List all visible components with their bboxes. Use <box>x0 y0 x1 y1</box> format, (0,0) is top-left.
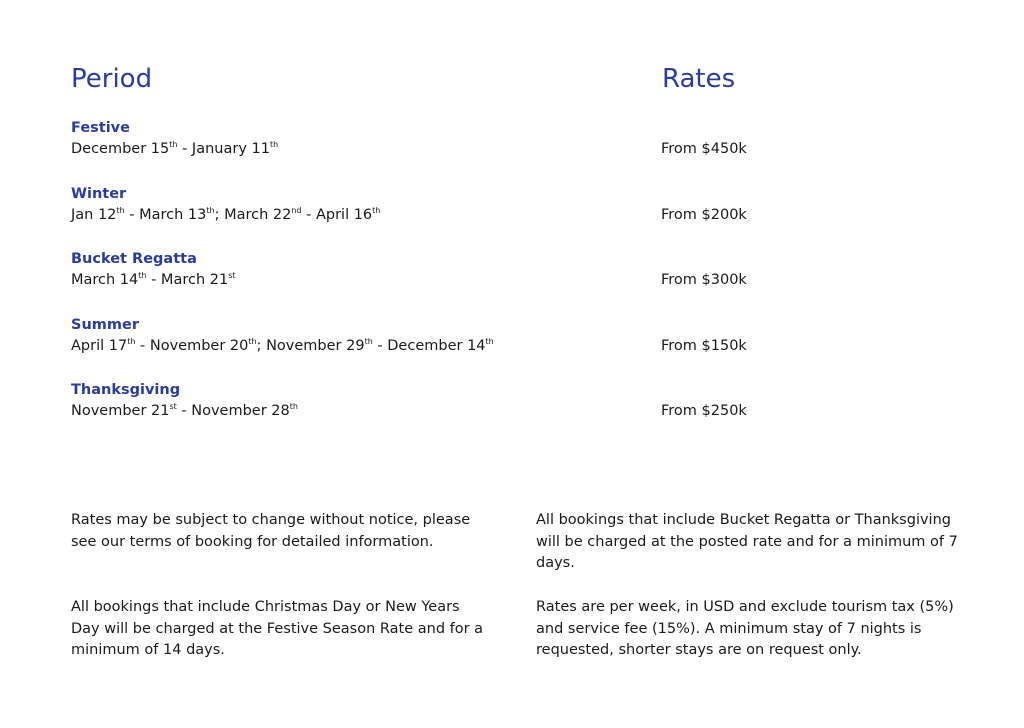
season-dates <box>71 139 278 159</box>
season-rate: From $150k <box>661 337 747 354</box>
date-text: - March 21 <box>146 272 229 288</box>
ordinal-suffix: th <box>127 336 136 346</box>
ordinal-suffix: nd <box>291 205 302 215</box>
ordinal-suffix: th <box>289 402 298 411</box>
ordinal-suffix: th <box>116 205 125 215</box>
ordinal-suffix: th <box>206 205 215 215</box>
rates-heading: Rates <box>662 64 736 94</box>
ordinal-suffix: th <box>485 336 494 346</box>
season-row <box>0 380 1024 430</box>
season-dates <box>71 401 298 421</box>
date-text: - November 28 <box>176 403 290 419</box>
date-text: - November 20 <box>135 337 249 354</box>
date-text: ; November 29 <box>256 337 365 354</box>
date-text: April 17 <box>71 337 128 354</box>
date-text: November 21 <box>71 403 170 419</box>
ordinal-suffix: th <box>364 336 373 346</box>
season-rate: From $300k <box>661 272 747 288</box>
date-text: March 14 <box>71 272 139 288</box>
season-row <box>0 315 1024 365</box>
date-text: December 15 <box>71 141 170 157</box>
season-rate: From $250k <box>661 403 747 419</box>
date-text: - March 13 <box>124 206 207 223</box>
date-text: - December 14 <box>372 337 486 354</box>
season-name: Winter <box>71 185 127 202</box>
ordinal-suffix: st <box>228 271 236 280</box>
ordinal-suffix: th <box>372 205 381 215</box>
ordinal-suffix: th <box>269 140 279 149</box>
note-change-notice: Rates may be subject to change without notice, please see our terms of booking for detailed information. <box>71 512 471 550</box>
date-text: Jan 12 <box>71 206 117 223</box>
note-regatta-thanksgiving-minimum: All bookings that include Bucket Regatta or Thanksgiving will be charged at the posted rate and for a minimum of 7 days. <box>536 512 958 571</box>
season-dates <box>71 336 494 356</box>
season-rate: From $450k <box>661 141 747 157</box>
ordinal-suffix: th <box>138 271 147 280</box>
ordinal-suffix: th <box>169 140 178 149</box>
season-name: Thanksgiving <box>71 382 181 398</box>
note-rate-terms: Rates are per week, in USD and exclude tourism tax (5%) and service fee (15%). A minimum stay of 7 nights is requested, shorter stays are on request only. <box>536 599 954 658</box>
season-name: Festive <box>71 120 130 136</box>
ordinal-suffix: th <box>248 336 257 346</box>
ordinal-suffix: st <box>169 402 177 411</box>
date-text: - April 16 <box>301 206 373 223</box>
date-text: ; March 22 <box>214 206 292 223</box>
season-row <box>0 118 1024 168</box>
season-dates <box>71 205 380 225</box>
season-name: Summer <box>71 316 139 333</box>
season-row <box>0 184 1024 234</box>
period-heading: Period <box>71 64 153 94</box>
season-rate: From $200k <box>661 206 747 223</box>
season-name: Bucket Regatta <box>71 251 197 267</box>
season-row <box>0 249 1024 299</box>
date-text: - January 11 <box>177 141 270 157</box>
note-festive-minimum: All bookings that include Christmas Day or New Years Day will be charged at the Festive Season Rate and for a minimum of 14 days. <box>71 599 484 658</box>
season-dates <box>71 270 236 290</box>
